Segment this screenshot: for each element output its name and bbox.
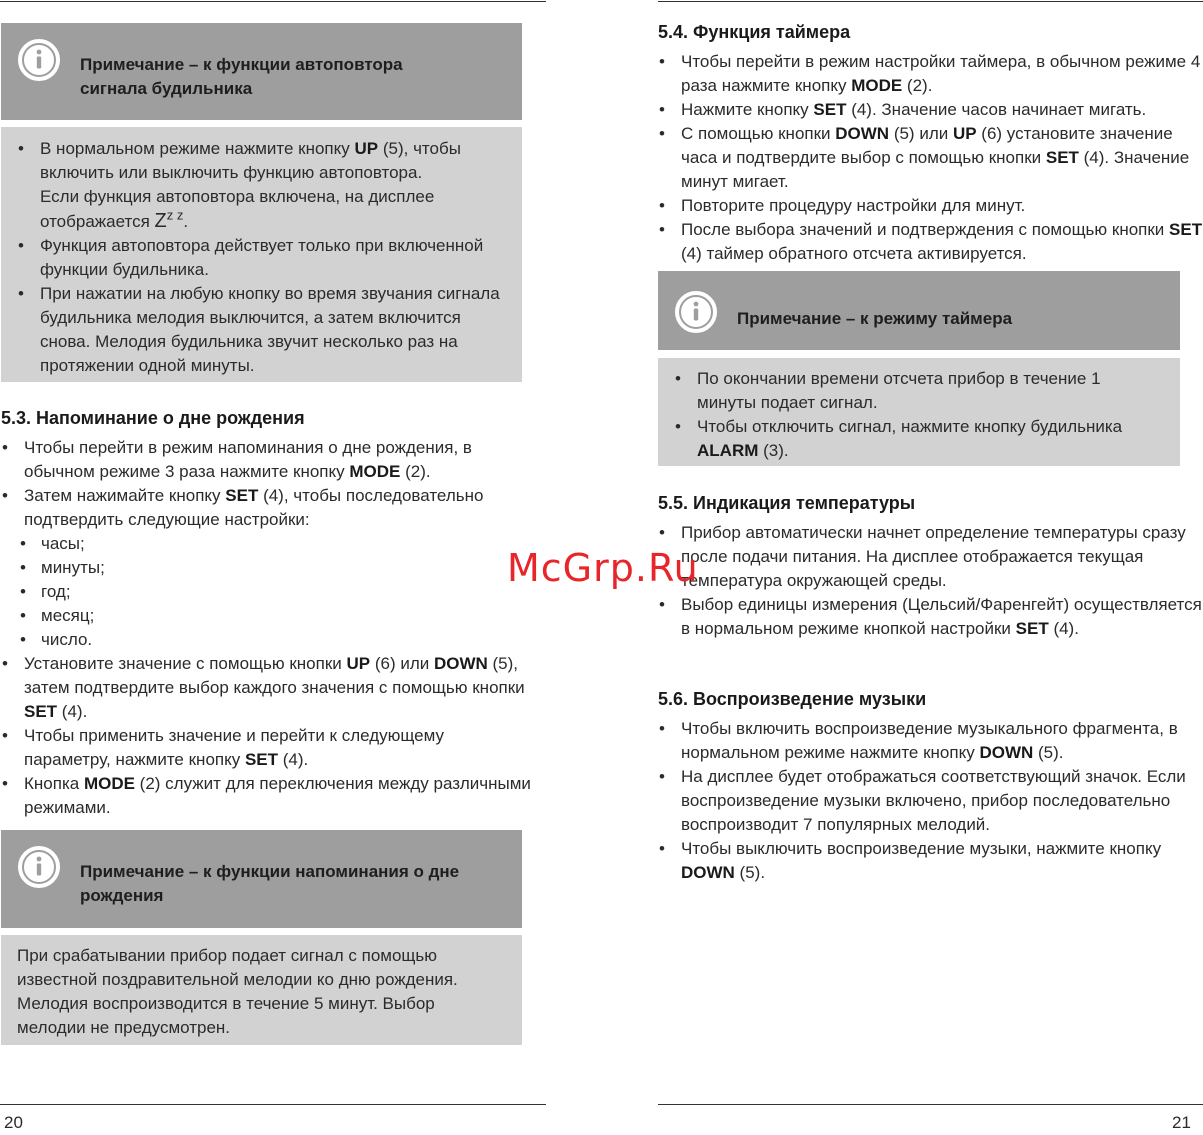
list-item: • В нормальном режиме нажмите кнопку UP (5), чтобы включить или выключить функцию автоповтора. Если функция автоповтора включена, на дисплее отображается $Z^{z z}$. (17, 137, 508, 234)
section-heading: 5.6. Воспроизведение музыки (658, 689, 927, 709)
section-5-5 (658, 491, 1203, 641)
note-paragraph: При срабатывании прибор подает сигнал с помощью известной поздравительной мелодии ко дню рождения. Мелодия воспроизводится в течение 5 минут. Выбор мелодии не предусмотрен. (17, 946, 458, 1037)
list-item: • Чтобы перейти в режим напоминания о дне рождения, в обычном режиме 3 раза нажмите кнопку MODE (2). (1, 436, 531, 484)
bottom-rule-left (0, 1104, 546, 1105)
section-5-3 (1, 406, 531, 820)
list-item: • С помощью кнопки DOWN (5) или UP (6) установите значение часа и подтвердите выбор с помощью кнопки SET (4). Значение минут мигает. (658, 122, 1203, 194)
list-item: • Затем нажимайте кнопку SET (4), чтобы последовательно подтвердить следующие настройки: (1, 484, 531, 532)
list-item: • Функция автоповтора действует только при включенной функции будильника. (17, 234, 508, 282)
section-heading: 5.5. Индикация температуры (658, 493, 916, 513)
note-list (17, 137, 508, 378)
info-icon (18, 39, 60, 81)
top-rule-right (658, 1, 1203, 2)
section-list (1, 436, 531, 820)
list-item: • Кнопка MODE (2) служит для переключения между различными режимами. (1, 772, 531, 820)
list-item: • При нажатии на любую кнопку во время звучания сигнала будильника мелодия выключится, а затем включится снова. Мелодия будильника звучит несколько раз на протяжении одной минуты. (17, 282, 508, 378)
sub-list-item: • минуты; (1, 556, 531, 580)
note-header-timer (658, 271, 1180, 350)
section-list (658, 717, 1203, 885)
note-list (674, 367, 1150, 463)
note-title: Примечание – к режиму таймера (737, 309, 1013, 328)
note-header-snooze (1, 23, 522, 120)
section-list (658, 521, 1203, 641)
watermark: McGrp.Ru (507, 546, 699, 590)
snooze-symbol: $Z^{z z}$ (154, 207, 184, 232)
section-list (658, 50, 1203, 266)
list-item: • По окончании времени отсчета прибор в течение 1 минуты подает сигнал. (674, 367, 1150, 415)
sub-list-item: • месяц; (1, 604, 531, 628)
section-heading: 5.3. Напоминание о дне рождения (1, 408, 305, 428)
note-title: Примечание – к функции напоминания о дне рождения (80, 862, 460, 905)
list-item: • Прибор автоматически начнет определение температуры сразу после подачи питания. На дисплее отображается текущая температура окружающей среды. (658, 521, 1203, 593)
list-item: • Установите значение с помощью кнопки UP (6) или DOWN (5), затем подтвердите выбор каждого значения с помощью кнопки SET (4). (1, 652, 531, 724)
list-item: • Нажмите кнопку SET (4). Значение часов начинает мигать. (658, 98, 1203, 122)
list-item: • Чтобы отключить сигнал, нажмите кнопку будильника ALARM (3). (674, 415, 1150, 463)
note-header-birthday (1, 830, 522, 928)
note-body-birthday (1, 935, 522, 1045)
section-5-6 (658, 687, 1203, 885)
list-item: • Чтобы выключить воспроизведение музыки, нажмите кнопку DOWN (5). (658, 837, 1203, 885)
section-heading: 5.4. Функция таймера (658, 22, 851, 42)
bottom-rule-right (658, 1104, 1203, 1105)
list-item: • Чтобы применить значение и перейти к следующему параметру, нажмите кнопку SET (4). (1, 724, 531, 772)
note-body-snooze (1, 127, 522, 382)
sub-list-item: • год; (1, 580, 531, 604)
note-title: Примечание – к функции автоповтора сигнала будильника (80, 55, 403, 98)
sub-list-item: • число. (1, 628, 531, 652)
list-item: • После выбора значений и подтверждения с помощью кнопки SET (4) таймер обратного отсчета активируется. (658, 218, 1203, 266)
page-number-right: 21 (1172, 1113, 1191, 1132)
section-5-4 (658, 20, 1203, 266)
list-item: • Повторите процедуру настройки для минут. (658, 194, 1203, 218)
sub-list-item: • часы; (1, 532, 531, 556)
top-rule-left (0, 1, 546, 2)
list-item: • На дисплее будет отображаться соответствующий значок. Если воспроизведение музыки включено, прибор последовательно воспроизводит 7 популярных мелодий. (658, 765, 1203, 837)
list-item: • Чтобы включить воспроизведение музыкального фрагмента, в нормальном режиме нажмите кнопку DOWN (5). (658, 717, 1203, 765)
list-item: • Выбор единицы измерения (Цельсий/Фаренгейт) осуществляется в нормальном режиме кнопкой настройки SET (4). (658, 593, 1203, 641)
note-body-timer (658, 358, 1180, 466)
list-item: • Чтобы перейти в режим настройки таймера, в обычном режиме 4 раза нажмите кнопку MODE (2). (658, 50, 1203, 98)
info-icon (18, 846, 60, 888)
page-number-left: 20 (4, 1113, 23, 1132)
info-icon (675, 291, 717, 333)
